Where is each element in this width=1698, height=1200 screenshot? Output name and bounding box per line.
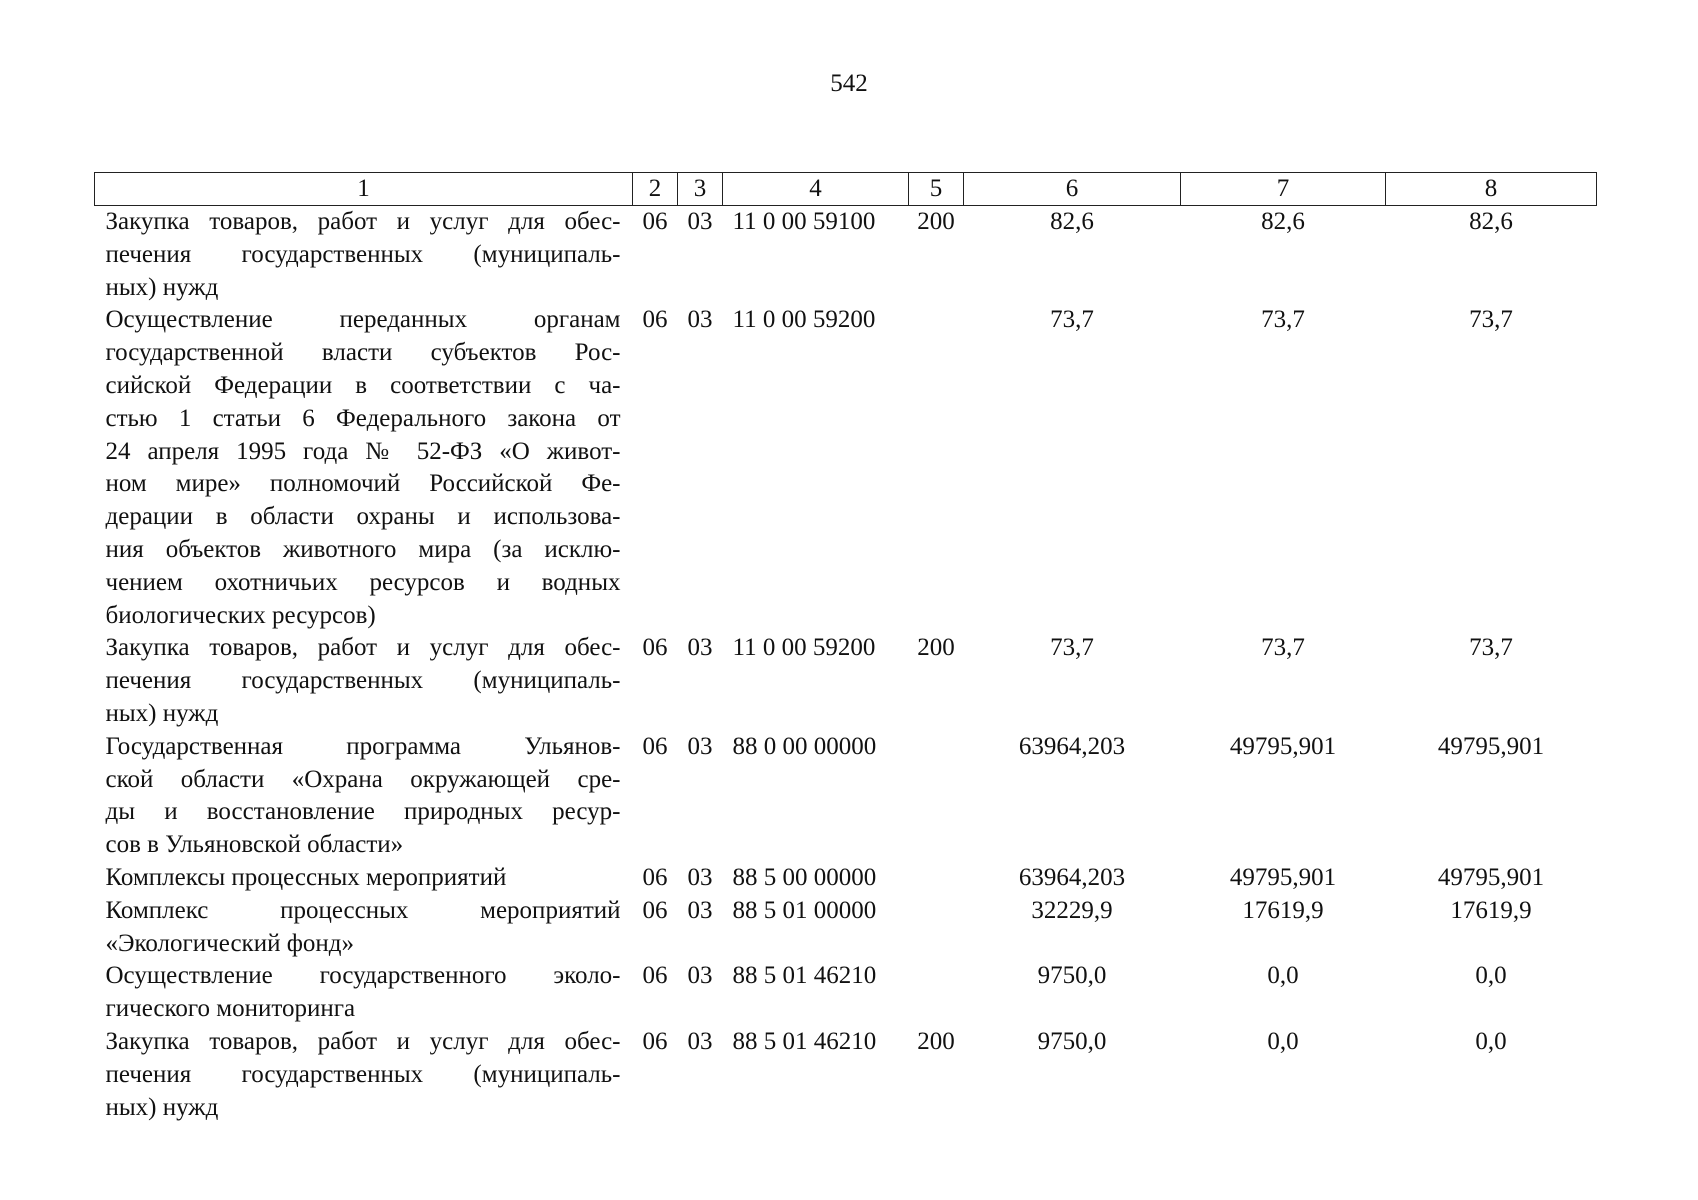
target-article-code: 88 5 01 00000 xyxy=(732,896,877,924)
section-code: 06 xyxy=(642,634,668,662)
column-header-7: 7 xyxy=(1181,173,1386,206)
row-description xyxy=(95,632,633,730)
target-article-code: 11 0 00 59100 xyxy=(732,208,876,235)
amount-col-7: 0,0 xyxy=(1267,962,1299,990)
table-row xyxy=(95,304,1597,632)
target-article-code: 88 5 01 46210 xyxy=(732,962,877,990)
row-description xyxy=(95,206,633,305)
amount-col-6: 32229,9 xyxy=(1031,896,1113,924)
amount-col-7: 82,6 xyxy=(1261,208,1305,235)
description-line: государственной власти субъектов Рос- xyxy=(105,339,621,367)
budget-table xyxy=(94,172,1597,1124)
column-header-6: 6 xyxy=(964,173,1181,206)
description-line: ской области «Охрана окружающей сре- xyxy=(105,765,621,793)
page-number: 542 xyxy=(830,70,868,97)
table-row xyxy=(95,960,1597,1026)
header-row xyxy=(95,173,1597,206)
section-code: 06 xyxy=(642,1027,668,1055)
description-line: Закупка товаров, работ и услуг для обес- xyxy=(105,634,621,662)
description-line: печения государственных (муниципаль- xyxy=(105,1060,621,1088)
amount-col-6: 63964,203 xyxy=(1018,863,1126,891)
amount-col-8: 17619,9 xyxy=(1450,896,1532,924)
expense-type-code: 200 xyxy=(917,1027,955,1055)
section-code: 06 xyxy=(642,306,668,334)
description-line: Комплекс процессных мероприятий xyxy=(105,896,621,924)
amount-col-7: 0,0 xyxy=(1267,1027,1299,1055)
amount-col-8: 49795,901 xyxy=(1437,732,1545,760)
amount-col-7: 73,7 xyxy=(1261,306,1305,334)
row-description xyxy=(95,960,633,1026)
description-line: Закупка товаров, работ и услуг для обес- xyxy=(105,1027,621,1055)
description-line: Государственная программа Ульянов- xyxy=(105,732,621,760)
amount-col-6: 63964,203 xyxy=(1018,732,1126,760)
subsection-code: 03 xyxy=(687,732,713,760)
section-code: 06 xyxy=(642,863,668,891)
section-code: 06 xyxy=(642,732,668,760)
column-header-5: 5 xyxy=(909,173,964,206)
column-header-4: 4 xyxy=(723,173,909,206)
row-description xyxy=(95,304,633,632)
description-line: ных) нужд xyxy=(105,1093,219,1121)
table-header xyxy=(95,173,1597,206)
amount-col-8: 0,0 xyxy=(1475,962,1507,990)
description-line: 24 апреля 1995 года № 52-ФЗ «О живот- xyxy=(105,437,621,465)
target-article-code: 88 5 00 00000 xyxy=(732,863,877,891)
description-line: гического мониторинга xyxy=(105,995,356,1023)
description-line: дерации в области охраны и использова- xyxy=(105,503,621,531)
subsection-code: 03 xyxy=(687,306,713,334)
description-line: ды и восстановление природных ресур- xyxy=(105,798,621,826)
expense-type-code xyxy=(909,304,964,632)
column-header-3: 3 xyxy=(678,173,723,206)
amount-col-8: 82,6 xyxy=(1469,208,1513,235)
section-code: 06 xyxy=(642,208,668,235)
column-header-1: 1 xyxy=(95,173,633,206)
description-line: Осуществление переданных органам xyxy=(105,306,621,334)
description-line: печения государственных (муниципаль- xyxy=(105,667,621,695)
description-line: ния объектов животного мира (за исклю- xyxy=(105,535,621,563)
description-line: сийской Федерации в соответствии с ча- xyxy=(105,371,621,399)
table-row xyxy=(95,862,1597,895)
amount-col-6: 73,7 xyxy=(1050,306,1094,334)
description-line: ных) нужд xyxy=(105,699,219,727)
expense-type-code xyxy=(909,895,964,961)
column-header-8: 8 xyxy=(1386,173,1597,206)
description-line: биологических ресурсов) xyxy=(105,601,376,629)
description-line: печения государственных (муниципаль- xyxy=(105,240,621,268)
section-code: 06 xyxy=(642,896,668,924)
amount-col-7: 73,7 xyxy=(1261,634,1305,662)
section-code: 06 xyxy=(642,962,668,990)
subsection-code: 03 xyxy=(687,863,713,891)
subsection-code: 03 xyxy=(687,1027,713,1055)
amount-col-6: 73,7 xyxy=(1050,634,1094,662)
target-article-code: 88 5 01 46210 xyxy=(732,1027,877,1055)
table-row xyxy=(95,1026,1597,1124)
expense-type-code: 200 xyxy=(917,208,955,235)
amount-col-7: 49795,901 xyxy=(1229,732,1337,760)
row-description xyxy=(95,731,633,862)
amount-col-6: 82,6 xyxy=(1050,208,1094,235)
amount-col-8: 73,7 xyxy=(1469,634,1513,662)
description-line: чением охотничьих ресурсов и водных xyxy=(105,568,621,596)
table-row xyxy=(95,206,1597,305)
amount-col-7: 49795,901 xyxy=(1229,863,1337,891)
expense-type-code xyxy=(909,960,964,1026)
amount-col-8: 49795,901 xyxy=(1437,863,1545,891)
table-row xyxy=(95,731,1597,862)
subsection-code: 03 xyxy=(687,634,713,662)
subsection-code: 03 xyxy=(687,962,713,990)
expense-type-code xyxy=(909,862,964,895)
description-line: ном мире» полномочий Российской Фе- xyxy=(105,470,621,498)
row-description xyxy=(95,862,633,895)
row-description xyxy=(95,1026,633,1124)
expense-type-code: 200 xyxy=(917,634,955,662)
description-line: Осуществление государственного эколо- xyxy=(105,962,621,990)
amount-col-6: 9750,0 xyxy=(1037,962,1107,990)
table-body xyxy=(95,206,1597,1125)
subsection-code: 03 xyxy=(687,208,713,235)
description-line: стью 1 статьи 6 Федерального закона от xyxy=(105,404,621,432)
column-header-2: 2 xyxy=(633,173,678,206)
amount-col-7: 17619,9 xyxy=(1242,896,1324,924)
description-line: сов в Ульяновской области» xyxy=(105,831,404,859)
subsection-code: 03 xyxy=(687,896,713,924)
expense-type-code xyxy=(909,731,964,862)
description-line: ных) нужд xyxy=(105,273,219,301)
target-article-code: 11 0 00 59200 xyxy=(732,634,876,662)
description-line: Комплексы процессных мероприятий xyxy=(105,863,507,891)
table-row xyxy=(95,895,1597,961)
amount-col-6: 9750,0 xyxy=(1037,1027,1107,1055)
amount-col-8: 73,7 xyxy=(1469,306,1513,334)
target-article-code: 11 0 00 59200 xyxy=(732,306,876,334)
amount-col-8: 0,0 xyxy=(1475,1027,1507,1055)
row-description xyxy=(95,895,633,961)
table-row xyxy=(95,632,1597,730)
description-line: «Экологический фонд» xyxy=(105,929,354,957)
description-line: Закупка товаров, работ и услуг для обес- xyxy=(105,208,621,235)
target-article-code: 88 0 00 00000 xyxy=(732,732,877,760)
